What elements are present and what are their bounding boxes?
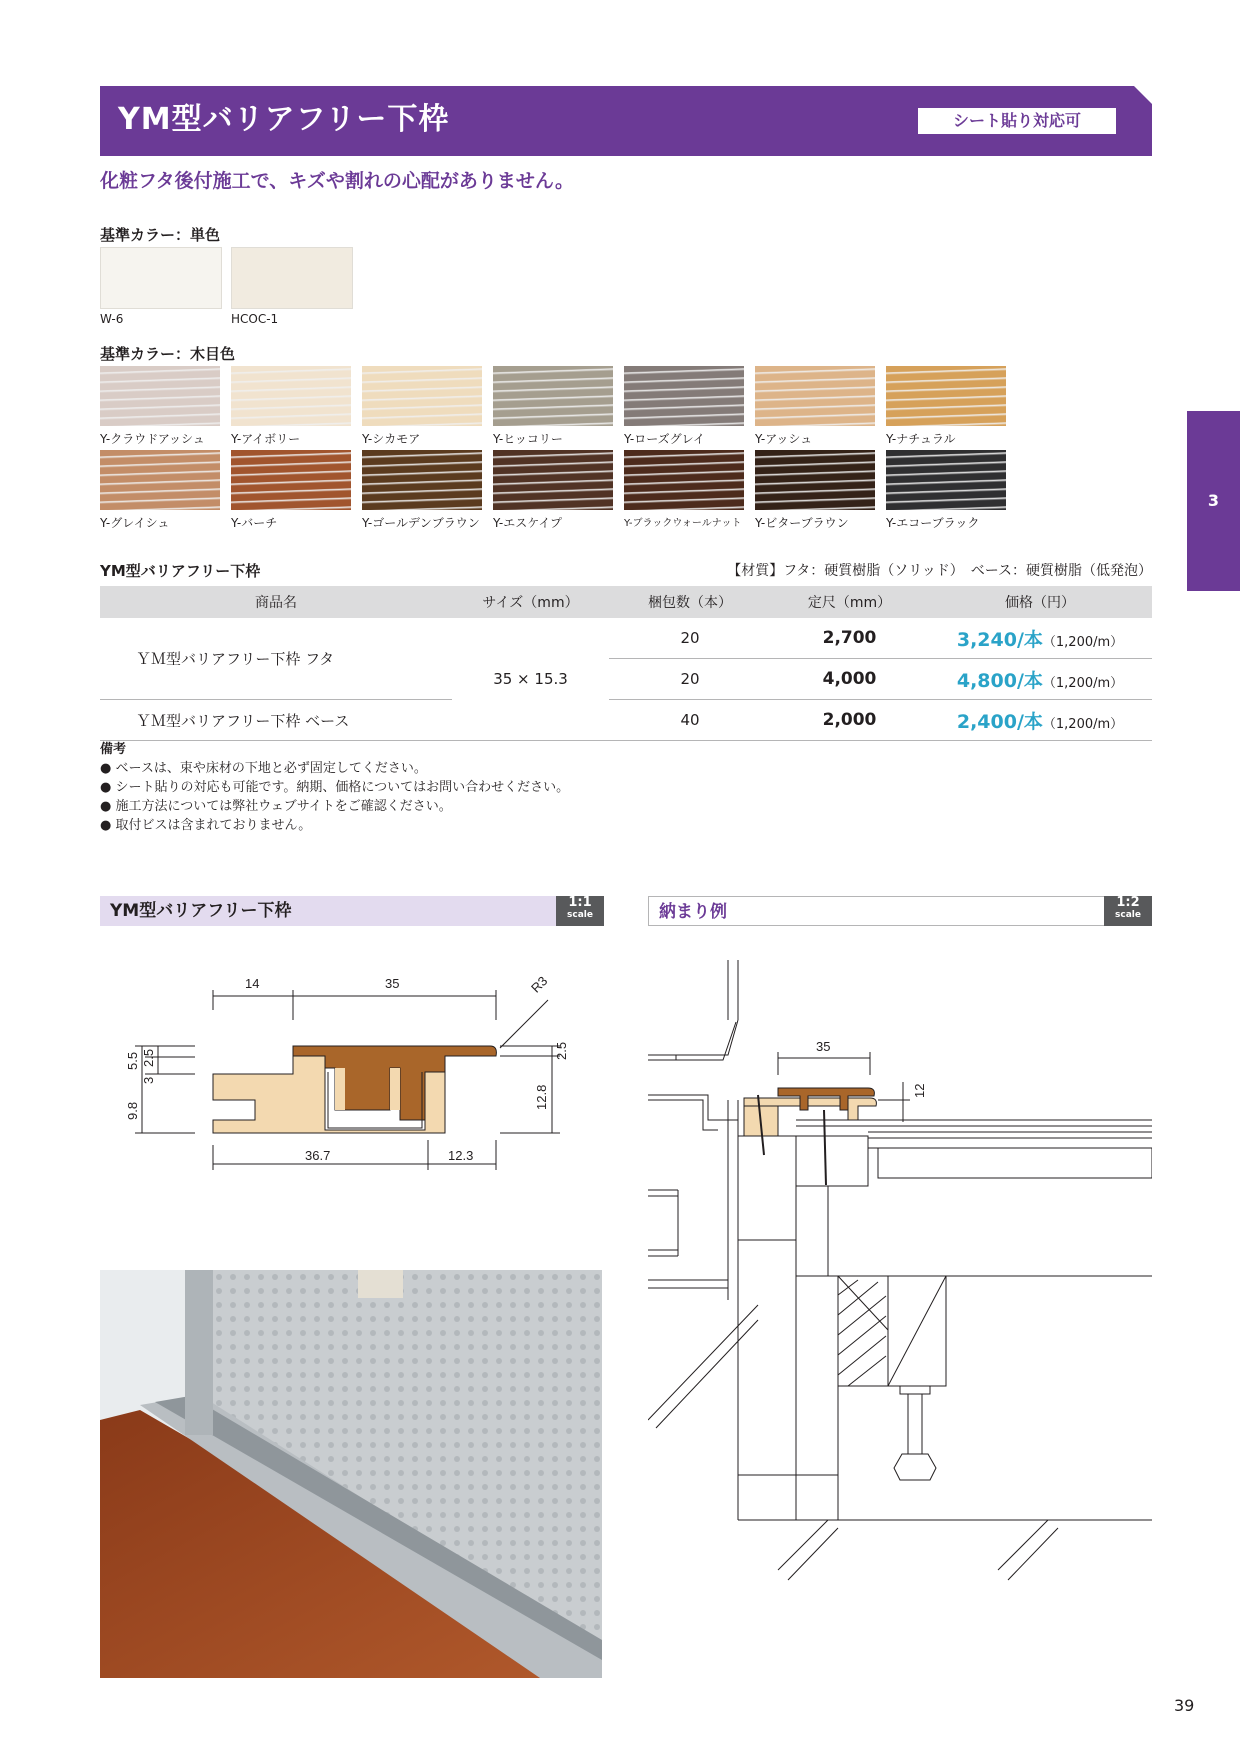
col-product: 商品名 bbox=[100, 586, 452, 618]
notes-title: 備考 bbox=[100, 742, 127, 757]
wood-swatch-label: Y-グレイシュ bbox=[100, 516, 170, 530]
wood-swatch-label: Y-ビターブラウン bbox=[755, 516, 849, 530]
wood-swatch bbox=[886, 366, 1006, 426]
material-text: 【材質】フタ：硬質樹脂（ソリッド） ベース：硬質樹脂（低発泡） bbox=[727, 563, 1152, 579]
example-drawing bbox=[648, 960, 1152, 1620]
wood-swatch-label: Y-アッシュ bbox=[755, 432, 813, 446]
wood-swatch-label: Y-エコーブラック bbox=[886, 516, 980, 530]
scale-sub: scale bbox=[567, 910, 593, 920]
dim-5-5: 5.5 bbox=[125, 1051, 140, 1070]
color-swatch-label: W-6 bbox=[100, 312, 124, 326]
note-item: ● 施工方法については弊社ウェブサイトをご確認ください。 bbox=[100, 799, 452, 814]
length-cell: 2,000 bbox=[771, 700, 928, 741]
price-value: 2,400/本 bbox=[956, 710, 1043, 733]
note-item: ● 取付ビスは含まれておりません。 bbox=[100, 818, 312, 833]
dim-2-5b: 2.5 bbox=[554, 1041, 569, 1060]
table-row bbox=[100, 700, 1152, 741]
wood-swatch bbox=[231, 450, 351, 510]
dim-12-3: 12.3 bbox=[448, 1148, 474, 1163]
scale-value: 1:1 bbox=[568, 895, 592, 910]
qty-cell: 20 bbox=[609, 659, 771, 700]
wood-swatch bbox=[624, 366, 744, 426]
wood-swatch bbox=[231, 366, 351, 426]
col-price: 価格（円） bbox=[928, 586, 1152, 618]
notes bbox=[100, 740, 569, 835]
wood-swatch-label: Y-クラウドアッシュ bbox=[100, 432, 205, 446]
page-title: YM型バリアフリー下枠 bbox=[118, 102, 450, 137]
wood-swatch bbox=[886, 450, 1006, 510]
dim-9-8: 9.8 bbox=[125, 1101, 140, 1120]
price-per-m: （1,200/m） bbox=[1042, 634, 1124, 650]
subtitle: 化粧フタ後付施工で、キズや割れの心配がありません。 bbox=[100, 170, 575, 192]
wood-swatch-label: Y-エスケイプ bbox=[493, 516, 563, 530]
wood-swatch bbox=[493, 366, 613, 426]
qty-cell: 20 bbox=[609, 618, 771, 659]
price-value: 4,800/本 bbox=[956, 669, 1043, 692]
page-header bbox=[100, 86, 1152, 156]
dim-2-5a: 2.5 bbox=[141, 1048, 156, 1067]
dim-3: 3 bbox=[141, 1076, 156, 1084]
example-heading-text: 納まり例 bbox=[659, 902, 727, 922]
header-corner bbox=[1134, 86, 1152, 104]
profile-diagram bbox=[100, 960, 600, 1210]
color-swatch bbox=[231, 247, 353, 309]
example-heading bbox=[648, 896, 1152, 926]
table-title: YM型バリアフリー下枠 bbox=[100, 562, 261, 580]
product-base: ＹＭ型バリアフリー下枠 ベース bbox=[100, 700, 452, 741]
chapter-tab[interactable] bbox=[1187, 411, 1240, 591]
color-swatch-label: HCOC-1 bbox=[231, 312, 279, 326]
scale-badge-2 bbox=[1104, 896, 1152, 926]
wood-swatch-label: Y-バーチ bbox=[231, 516, 278, 530]
wood-swatch-label: Y-ゴールデンブラウン bbox=[362, 516, 480, 530]
col-qty: 梱包数（本） bbox=[609, 586, 771, 618]
wood-swatch bbox=[100, 450, 220, 510]
wood-swatch bbox=[100, 366, 220, 426]
wood-swatch bbox=[493, 450, 613, 510]
scale-value: 1:2 bbox=[1116, 895, 1140, 910]
col-size: サイズ（mm） bbox=[452, 586, 609, 618]
wood-swatch-label: Y-ナチュラル bbox=[886, 432, 956, 446]
table-row bbox=[100, 618, 1152, 659]
price-value: 3,240/本 bbox=[956, 628, 1043, 651]
wood-swatch bbox=[755, 450, 875, 510]
dim-36-7: 36.7 bbox=[305, 1148, 331, 1163]
page-number: 39 bbox=[1174, 1696, 1195, 1715]
dim-r3: R3 bbox=[527, 973, 551, 996]
wood-swatch-label: Y-シカモア bbox=[362, 432, 421, 446]
price-cell bbox=[928, 659, 1152, 700]
size-cell: 35 × 15.3 bbox=[452, 618, 609, 741]
wood-swatch-label: Y-ヒッコリー bbox=[493, 432, 563, 446]
note-item: ● ベースは、束や床材の下地と必ず固定してください。 bbox=[100, 761, 427, 776]
installation-photo bbox=[100, 1270, 602, 1678]
col-length: 定尺（mm） bbox=[771, 586, 928, 618]
length-cell: 2,700 bbox=[771, 618, 928, 659]
length-cell: 4,000 bbox=[771, 659, 928, 700]
qty-cell: 40 bbox=[609, 700, 771, 741]
product-futa: ＹＭ型バリアフリー下枠 フタ bbox=[100, 618, 452, 700]
scale-sub: scale bbox=[1115, 910, 1141, 920]
example-dim-12: 12 bbox=[912, 1083, 927, 1098]
diagram-heading bbox=[100, 896, 602, 926]
diagram-heading-text: YM型バリアフリー下枠 bbox=[110, 901, 292, 921]
note-item: ● シート貼りの対応も可能です。納期、価格についてはお問い合わせください。 bbox=[100, 780, 570, 795]
color-swatch bbox=[100, 247, 222, 309]
wood-swatch-label: Y-ローズグレイ bbox=[624, 432, 706, 446]
dim-12-8: 12.8 bbox=[534, 1084, 549, 1110]
price-cell bbox=[928, 618, 1152, 659]
wood-color-label: 基準カラー：木目色 bbox=[100, 345, 236, 363]
example-dim-35: 35 bbox=[816, 1039, 831, 1054]
wood-swatch-label: Y-アイボリー bbox=[231, 432, 301, 446]
chapter-number: 3 bbox=[1207, 491, 1220, 510]
wood-swatch bbox=[362, 450, 482, 510]
price-per-m: （1,200/m） bbox=[1042, 716, 1124, 732]
dim-14: 14 bbox=[245, 976, 260, 991]
wood-swatch bbox=[755, 366, 875, 426]
solid-color-label: 基準カラー：単色 bbox=[100, 226, 221, 244]
dim-35: 35 bbox=[385, 976, 400, 991]
wood-swatch bbox=[362, 366, 482, 426]
spec-table bbox=[100, 586, 1152, 741]
price-per-m: （1,200/m） bbox=[1042, 675, 1124, 691]
wood-swatch bbox=[624, 450, 744, 510]
price-cell bbox=[928, 700, 1152, 741]
wood-swatch-label: Y-ブラックウォールナット bbox=[624, 518, 742, 529]
sheet-badge: シート貼り対応可 bbox=[918, 108, 1116, 134]
scale-badge-1 bbox=[556, 896, 604, 926]
